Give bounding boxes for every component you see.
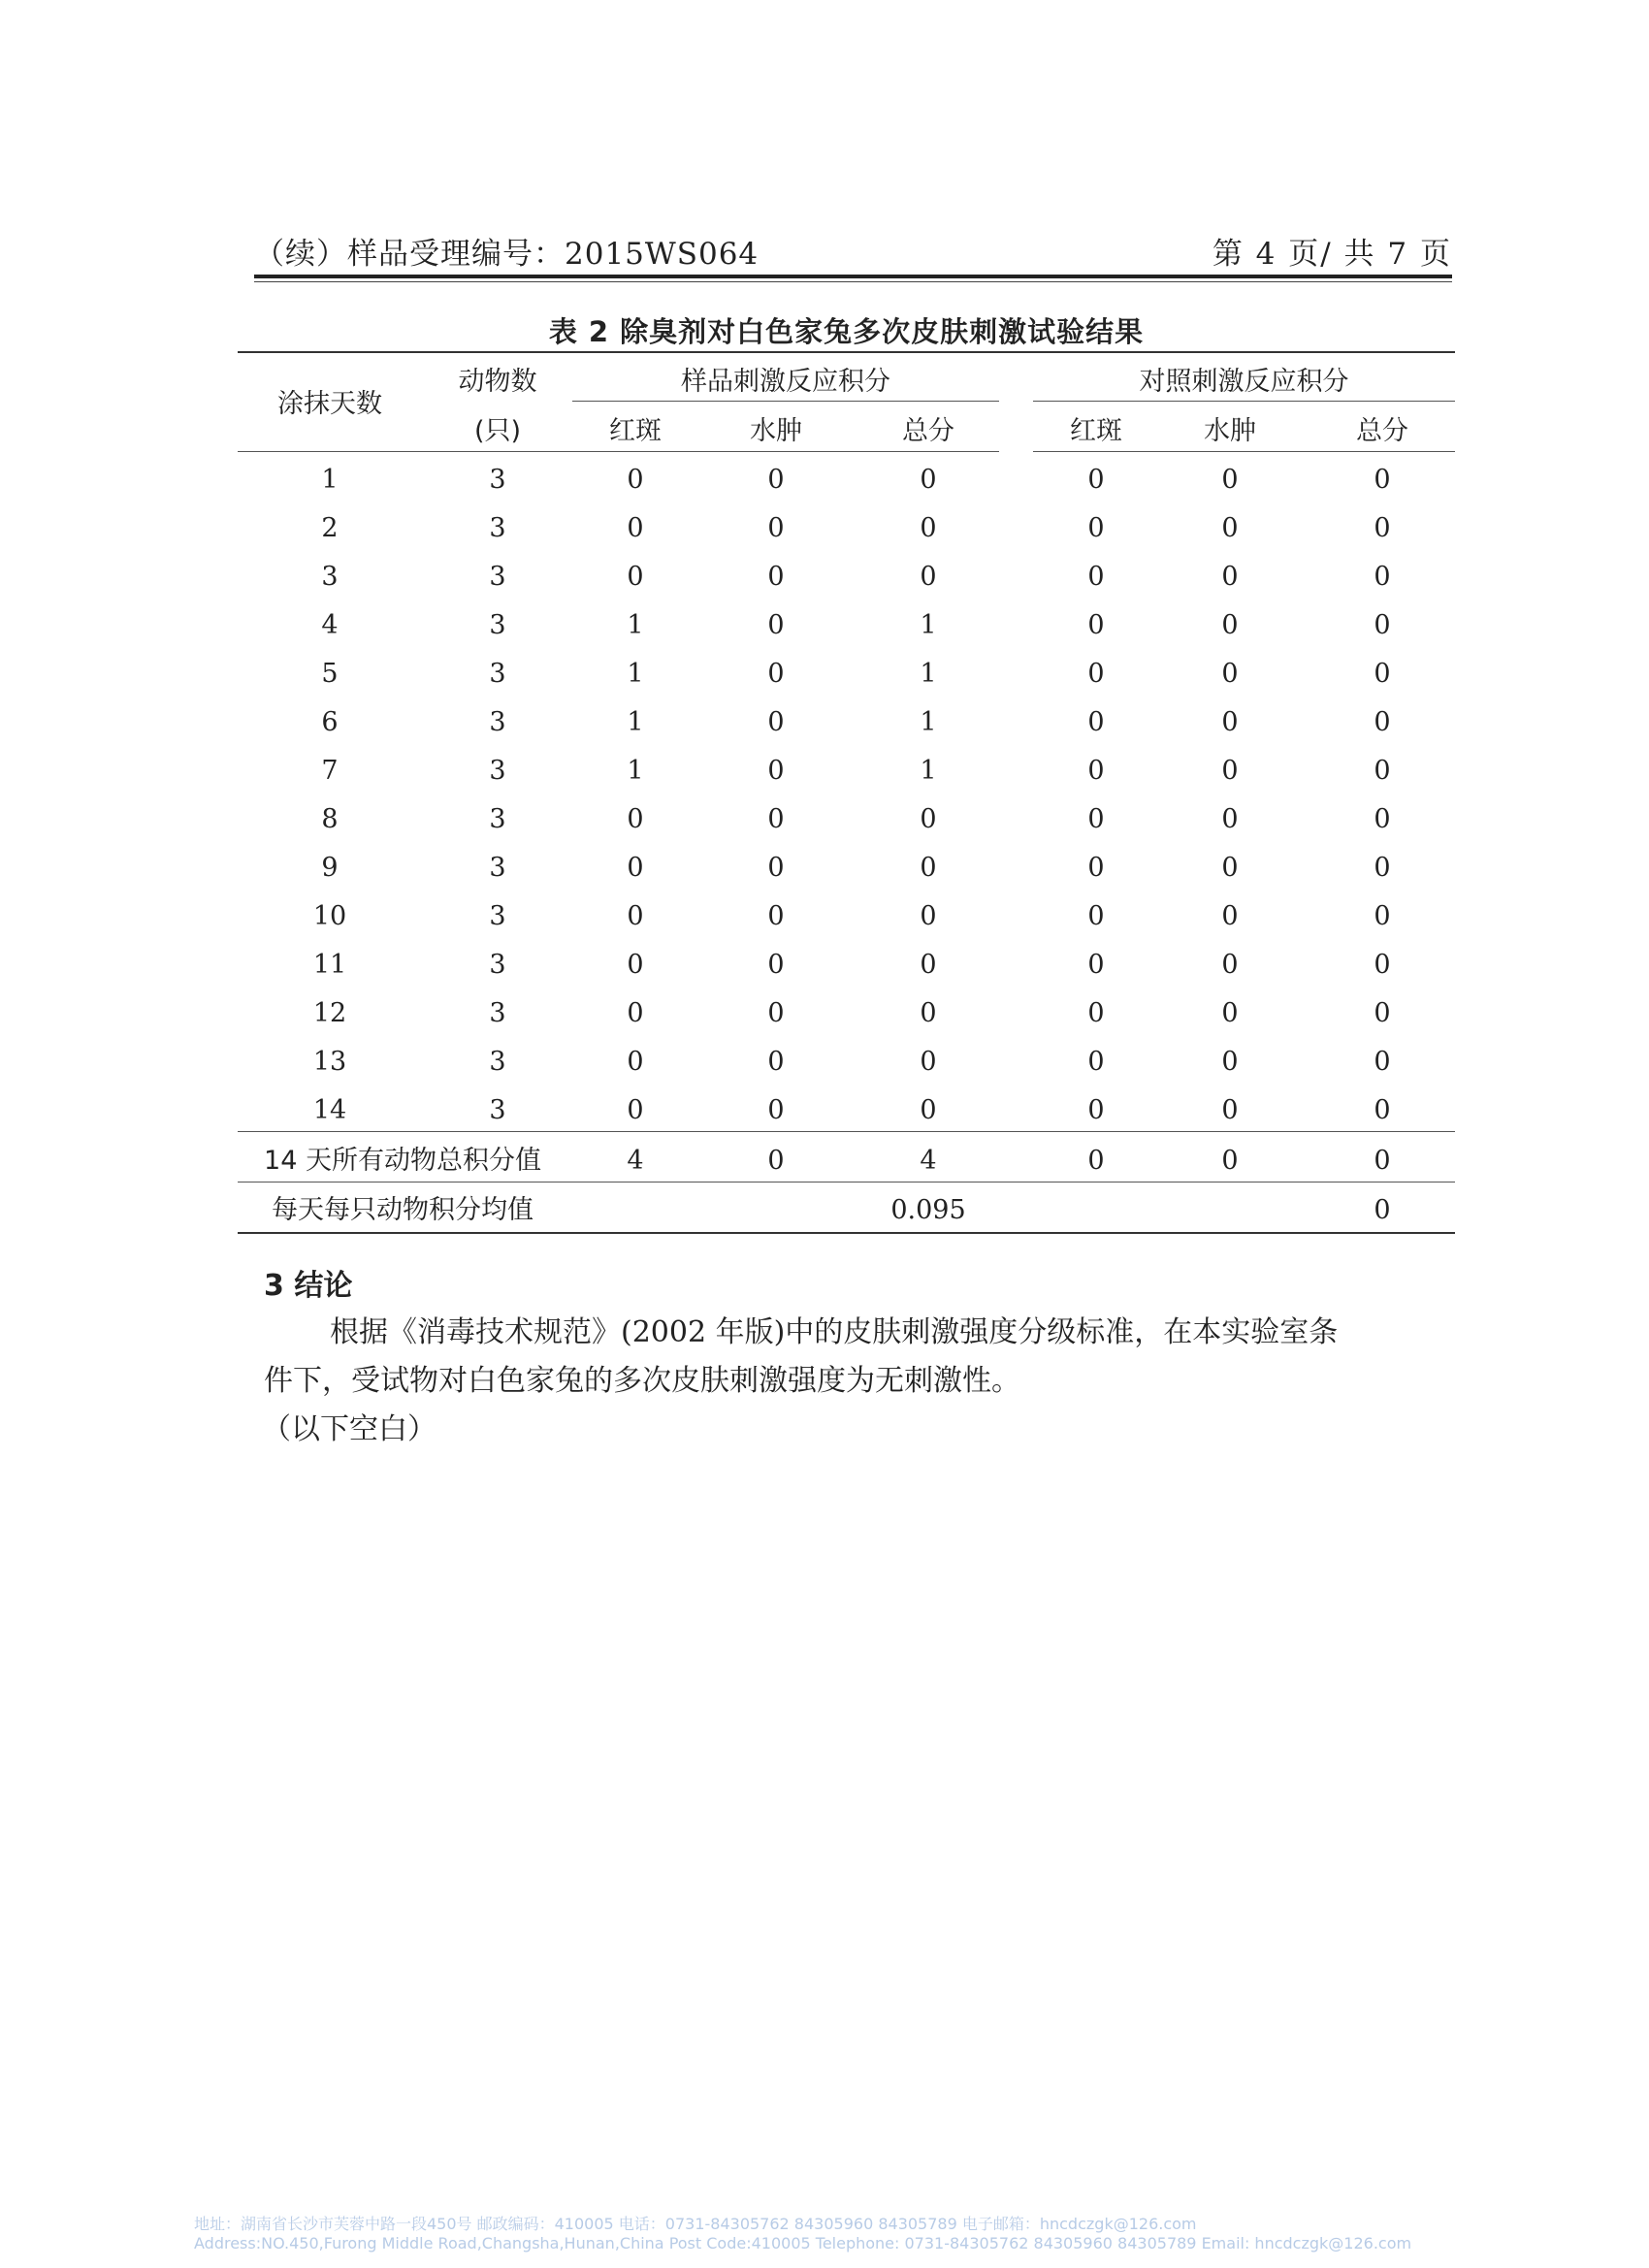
sum-row-cell: 0 xyxy=(1087,1146,1105,1176)
table-cell: 0 xyxy=(920,465,937,495)
table-cell: 0 xyxy=(767,465,785,495)
table-cell: 0 xyxy=(920,804,937,834)
table-cell: 0 xyxy=(1374,1095,1391,1125)
table-cell: 0 xyxy=(767,659,785,689)
table-cell: 0 xyxy=(627,950,644,980)
table-cell: 1 xyxy=(920,610,937,640)
table-cell: 9 xyxy=(321,853,339,883)
table-cell: 0 xyxy=(1221,853,1239,883)
table-cell: 0 xyxy=(1374,707,1391,737)
table-cell: 0 xyxy=(920,853,937,883)
sum-row-label: 14 天所有动物总积分值 xyxy=(264,1146,541,1176)
table-cell: 0 xyxy=(1087,853,1105,883)
table-cell: 0 xyxy=(1221,610,1239,640)
blank-note: （以下空白） xyxy=(262,1412,436,1446)
table-cell: 11 xyxy=(312,950,347,980)
table-cell: 0 xyxy=(920,562,937,592)
sample-group-rule xyxy=(572,401,999,402)
table-cell: 0 xyxy=(1374,610,1391,640)
table-top-rule xyxy=(238,351,1455,353)
table-cell: 0 xyxy=(627,853,644,883)
table-cell: 0 xyxy=(920,998,937,1028)
table-cell: 1 xyxy=(920,756,937,786)
table-cell: 0 xyxy=(627,804,644,834)
table-cell: 13 xyxy=(312,1047,347,1077)
table-cell: 3 xyxy=(489,1047,506,1077)
table-cell: 0 xyxy=(627,513,644,543)
avg-sample-value: 0.095 xyxy=(890,1195,966,1225)
table-cell: 0 xyxy=(1087,659,1105,689)
table-cell: 12 xyxy=(312,998,347,1028)
table-title: 表 2 除臭剂对白色家兔多次皮肤刺激试验结果 xyxy=(548,315,1145,348)
table-cell: 7 xyxy=(321,756,339,786)
table-cell: 0 xyxy=(1221,998,1239,1028)
avg-row-label: 每天每只动物积分均值 xyxy=(272,1195,534,1225)
table-cell: 0 xyxy=(1087,998,1105,1028)
table-cell: 0 xyxy=(767,901,785,931)
table-cell: 3 xyxy=(489,901,506,931)
table-cell: 0 xyxy=(767,562,785,592)
table-cell: 1 xyxy=(920,707,937,737)
table-cell: 3 xyxy=(489,610,506,640)
table-cell: 0 xyxy=(1221,1047,1239,1077)
table-bottom-rule xyxy=(238,1232,1455,1234)
table-cell: 0 xyxy=(767,707,785,737)
table-cell: 4 xyxy=(321,610,339,640)
header-sample-erythema: 红斑 xyxy=(609,416,662,446)
table-cell: 3 xyxy=(489,465,506,495)
table-cell: 0 xyxy=(1221,707,1239,737)
footer-address-en: Address:NO.450,Furong Middle Road,Changsha,Hunan,China Post Code:410005 Telephone: 0731-84305762 84305960 84305789 Email: hncdczgk@126.com xyxy=(194,2234,1412,2252)
header-sample-total: 总分 xyxy=(902,416,954,446)
table-cell: 8 xyxy=(321,804,339,834)
conclusion-line-2: 件下，受试物对白色家兔的多次皮肤刺激强度为无刺激性。 xyxy=(264,1364,1020,1398)
table-cell: 0 xyxy=(920,901,937,931)
table-cell: 0 xyxy=(920,1047,937,1077)
table-cell: 3 xyxy=(489,659,506,689)
table-cell: 3 xyxy=(489,950,506,980)
table-cell: 1 xyxy=(627,659,644,689)
table-cell: 0 xyxy=(1221,901,1239,931)
table-cell: 0 xyxy=(1087,804,1105,834)
header-control-total: 总分 xyxy=(1356,416,1408,446)
table-cell: 0 xyxy=(1221,804,1239,834)
table-cell: 3 xyxy=(489,513,506,543)
table-cell: 1 xyxy=(627,707,644,737)
table-cell: 2 xyxy=(321,513,339,543)
header-bottom-rule-left xyxy=(238,451,999,452)
header-bottom-rule-right xyxy=(1033,451,1455,452)
table-cell: 0 xyxy=(1221,1095,1239,1125)
table-cell: 0 xyxy=(1374,659,1391,689)
table-cell: 0 xyxy=(920,1095,937,1125)
sum-row-rule xyxy=(238,1182,1455,1183)
table-cell: 0 xyxy=(767,804,785,834)
table-cell: 0 xyxy=(1087,901,1105,931)
conclusion-line-1: 根据《消毒技术规范》(2002 年版)中的皮肤刺激强度分级标准，在本实验室条 xyxy=(330,1315,1339,1349)
table-cell: 0 xyxy=(767,853,785,883)
header-control-group: 对照刺激反应积分 xyxy=(1139,367,1349,397)
table-cell: 0 xyxy=(1221,513,1239,543)
table-cell: 0 xyxy=(767,1047,785,1077)
header-rule-thin xyxy=(254,281,1452,282)
section-heading: 3 结论 xyxy=(264,1269,353,1303)
table-cell: 0 xyxy=(1374,756,1391,786)
table-cell: 0 xyxy=(627,998,644,1028)
table-cell: 3 xyxy=(489,853,506,883)
sample-number: （续）样品受理编号：2015WS064 xyxy=(254,237,760,272)
table-cell: 0 xyxy=(767,998,785,1028)
table-cell: 0 xyxy=(1087,562,1105,592)
sum-row-cell: 0 xyxy=(767,1146,785,1176)
table-cell: 1 xyxy=(920,659,937,689)
table-cell: 0 xyxy=(767,950,785,980)
table-cell: 0 xyxy=(1087,707,1105,737)
sum-row-cell: 4 xyxy=(920,1146,937,1176)
page-header xyxy=(254,229,1452,270)
table-cell: 0 xyxy=(1374,998,1391,1028)
table-cell: 3 xyxy=(489,707,506,737)
header-control-erythema: 红斑 xyxy=(1070,416,1122,446)
table-cell: 6 xyxy=(321,707,339,737)
page-indicator: 第 4 页/ 共 7 页 xyxy=(1212,237,1452,272)
table-cell: 0 xyxy=(1087,1047,1105,1077)
table-cell: 0 xyxy=(1221,950,1239,980)
header-animals: 动物数 xyxy=(458,367,537,397)
table-cell: 3 xyxy=(489,1095,506,1125)
table-cell: 0 xyxy=(1221,465,1239,495)
table-cell: 0 xyxy=(1374,804,1391,834)
table-cell: 0 xyxy=(1087,513,1105,543)
header-control-edema: 水肿 xyxy=(1204,416,1256,446)
table-cell: 3 xyxy=(489,998,506,1028)
footer-address-cn: 地址：湖南省长沙市芙蓉中路一段450号 邮政编码：410005 电话：0731-84305762 84305960 84305789 电子邮箱：hncdczgk@126.com xyxy=(194,2215,1197,2233)
table-cell: 0 xyxy=(767,610,785,640)
table-cell: 0 xyxy=(1087,950,1105,980)
table-cell: 1 xyxy=(321,465,339,495)
header-sample-edema: 水肿 xyxy=(750,416,802,446)
table-cell: 10 xyxy=(312,901,347,931)
table-cell: 3 xyxy=(489,804,506,834)
sum-row-cell: 0 xyxy=(1374,1146,1391,1176)
control-group-rule xyxy=(1033,401,1455,402)
table-cell: 0 xyxy=(1374,465,1391,495)
table-cell: 5 xyxy=(321,659,339,689)
table-cell: 0 xyxy=(627,901,644,931)
table-cell: 0 xyxy=(1087,610,1105,640)
table-cell: 0 xyxy=(1374,1047,1391,1077)
table-cell: 0 xyxy=(627,465,644,495)
table-cell: 3 xyxy=(489,562,506,592)
table-cell: 0 xyxy=(1374,950,1391,980)
table-cell: 0 xyxy=(920,950,937,980)
table-cell: 0 xyxy=(1221,562,1239,592)
sum-row-cell: 4 xyxy=(627,1146,644,1176)
table-cell: 0 xyxy=(627,562,644,592)
table-cell: 1 xyxy=(627,756,644,786)
table-cell: 0 xyxy=(767,756,785,786)
avg-control-value: 0 xyxy=(1374,1195,1391,1225)
body-bottom-rule xyxy=(238,1131,1455,1132)
table-cell: 0 xyxy=(1374,901,1391,931)
table-cell: 0 xyxy=(627,1095,644,1125)
header-sample-group: 样品刺激反应积分 xyxy=(681,367,890,397)
sum-row-cell: 0 xyxy=(1221,1146,1239,1176)
header-days: 涂抹天数 xyxy=(277,389,382,419)
table-cell: 14 xyxy=(312,1095,347,1125)
table-cell: 0 xyxy=(1087,756,1105,786)
table-cell: 1 xyxy=(627,610,644,640)
table-cell: 0 xyxy=(920,513,937,543)
table-cell: 0 xyxy=(1374,513,1391,543)
table-cell: 0 xyxy=(1221,659,1239,689)
table-cell: 0 xyxy=(1374,562,1391,592)
table-cell: 3 xyxy=(489,756,506,786)
header-animals-unit: (只) xyxy=(473,416,522,446)
table-cell: 0 xyxy=(1221,756,1239,786)
table-cell: 0 xyxy=(767,1095,785,1125)
table-cell: 0 xyxy=(1374,853,1391,883)
table-cell: 0 xyxy=(1087,1095,1105,1125)
table-cell: 3 xyxy=(321,562,339,592)
header-rule xyxy=(254,275,1452,278)
table-cell: 0 xyxy=(1087,465,1105,495)
table-cell: 0 xyxy=(627,1047,644,1077)
table-cell: 0 xyxy=(767,513,785,543)
